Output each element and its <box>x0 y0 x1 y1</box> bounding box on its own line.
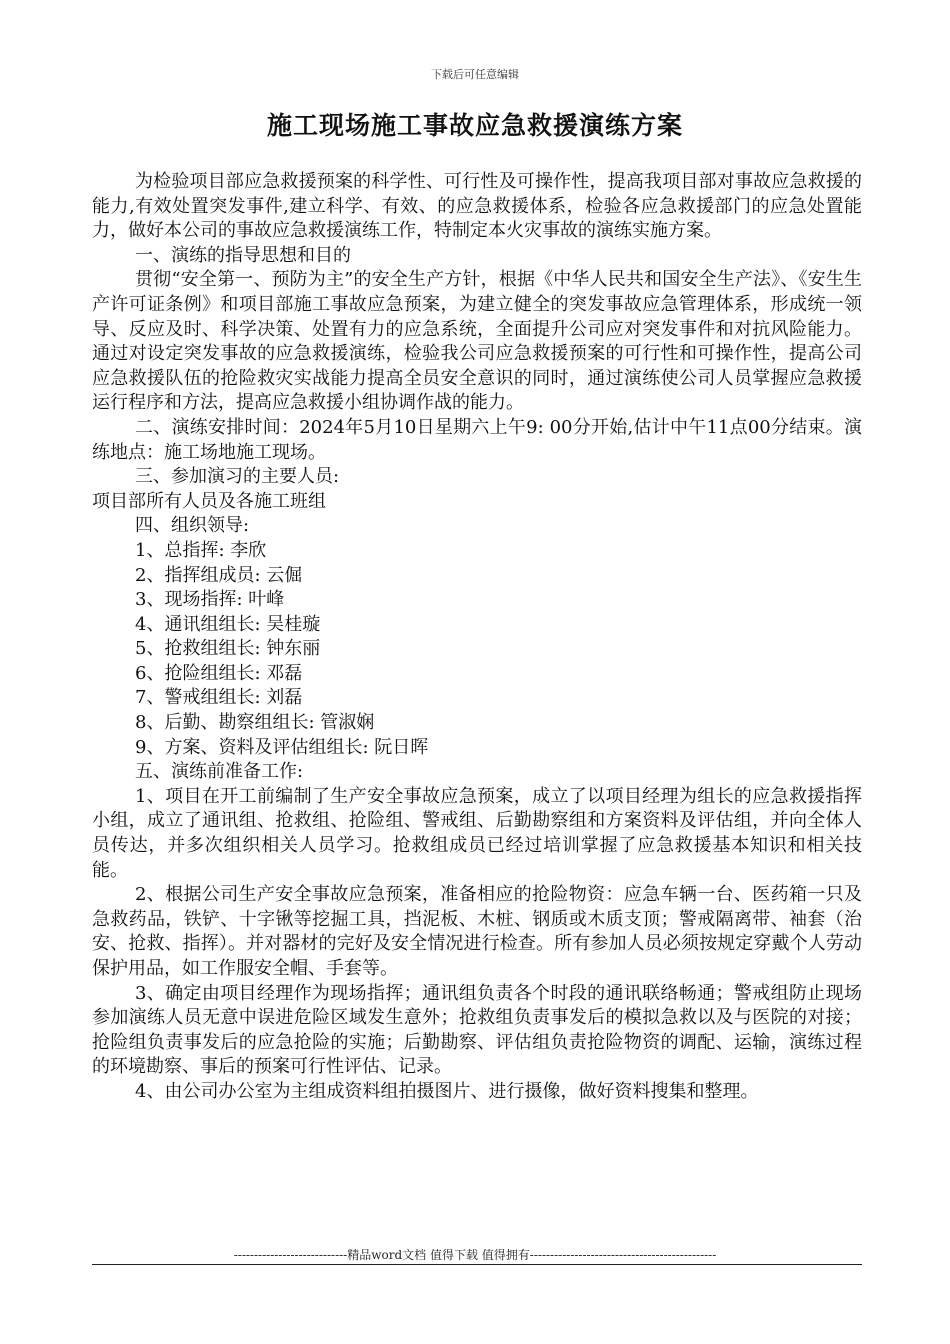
participants-text: 项目部所有人员及各施工班组 <box>92 490 326 512</box>
list-item: 7、警戒组组长: 刘磊 <box>135 687 303 709</box>
document-body <box>92 170 862 1105</box>
list-item: 2、指挥组成员: 云倔 <box>135 564 303 586</box>
section-heading-3: 三、参加演习的主要人员: <box>135 466 340 488</box>
list-item: 5、抢救组组长: 钟东丽 <box>135 638 321 660</box>
paragraph-prep-4: 4、由公司办公室为主组成资料组拍摄图片、进行摄像，做好资料搜集和整理。 <box>135 1080 759 1102</box>
list-item: 3、现场指挥: 叶峰 <box>135 589 285 611</box>
section-heading-4: 四、组织领导: <box>135 515 250 537</box>
section-heading-5: 五、演练前准备工作: <box>135 761 304 783</box>
paragraph-prep-3: 3、确定由项目经理作为现场指挥；通讯组负责各个时段的通讯联络畅通；警戒组防止现场参加演练人员无意中误进危险区域发生意外；抢救组负责事发后的模拟急救以及与医院的对接；抢险组负责事发后的应急抢险的实施；后勤勘察、评估组负责抢险物资的调配、运输，演练过程的环境勘察、事后的预案可行性评估、记录。 <box>92 982 862 1078</box>
paragraph-prep-1: 1、项目在开工前编制了生产安全事故应急预案，成立了以项目经理为组长的应急救援指挥小组，成立了通讯组、抢救组、抢险组、警戒组、后勤勘察组和方案资料及评估组，并向全体人员传达，并多次组织相关人员学习。抢救组成员已经过培训掌握了应急救援基本知识和相关技能。 <box>92 785 862 881</box>
header-note: 下载后可任意编辑 <box>431 68 519 81</box>
paragraph-prep-2: 2、根据公司生产安全事故应急预案，准备相应的抢险物资：应急车辆一台、医药箱一只及急救药品，铁铲、十字锹等挖掘工具，挡泥板、木桩、钢质或木质支顶；警戒隔离带、袖套（治安、抢救、指挥）。并对器材的完好及安全情况进行检查。所有参加人员必须按规定穿戴个人劳动保护用品，如工作服安全帽、手套等。 <box>92 884 862 979</box>
list-item: 8、后勤、勘察组组长: 管淑娴 <box>135 712 375 734</box>
paragraph-purpose: 贯彻“安全第一、预防为主”的安全生产方针，根据《中华人民共和国安全生产法》、《安生生产许可证条例》和项目部施工事故应急预案，为建立健全的突发事故应急管理体系，形成统一领导、反应及时、科学决策、处置有力的应急系统，全面提升公司应对突发事件和对抗风险能力。通过对设定突发事故的应急救援演练，检验我公司应急救援预案的可行性和可操作性，提高公司应急救援队伍的抢险救灾实战能力提高全员安全意识的同时，通过演练使公司人员掌握应急救援运行程序和方法，提高应急救援小组协调作战的能力。 <box>92 269 862 414</box>
section-heading-1: 一、演练的指导思想和目的 <box>135 244 351 266</box>
footer-note: ----------------------------精品word文档 值得下载 值得拥有---------------------------------------------- <box>233 1248 717 1262</box>
list-item: 4、通讯组组长: 吴桂璇 <box>135 613 321 635</box>
list-item: 6、抢险组组长: 邓磊 <box>135 662 303 684</box>
list-item: 9、方案、资料及评估组组长: 阮日晖 <box>135 736 429 758</box>
section-heading-2-schedule: 二、演练安排时间：2024年5月10日星期六上午9: 00分开始,估计中午11点00分结束。演练地点：施工场地施工现场。 <box>92 416 862 463</box>
paragraph-intro: 为检验项目部应急救援预案的科学性、可行性及可操作性，提高我项目部对事故应急救援的能力,有效处置突发事件,建立科学、有效、的应急救援体系，检验各应急救援部门的应急处置能力，做好本公司的事故应急救援演练工作，特制定本火灾事故的演练实施方案。 <box>92 171 862 242</box>
document-title: 施工现场施工事故应急救援演练方案 <box>266 111 683 140</box>
list-item: 1、总指挥: 李欣 <box>135 539 267 561</box>
footer-divider <box>92 1264 862 1265</box>
